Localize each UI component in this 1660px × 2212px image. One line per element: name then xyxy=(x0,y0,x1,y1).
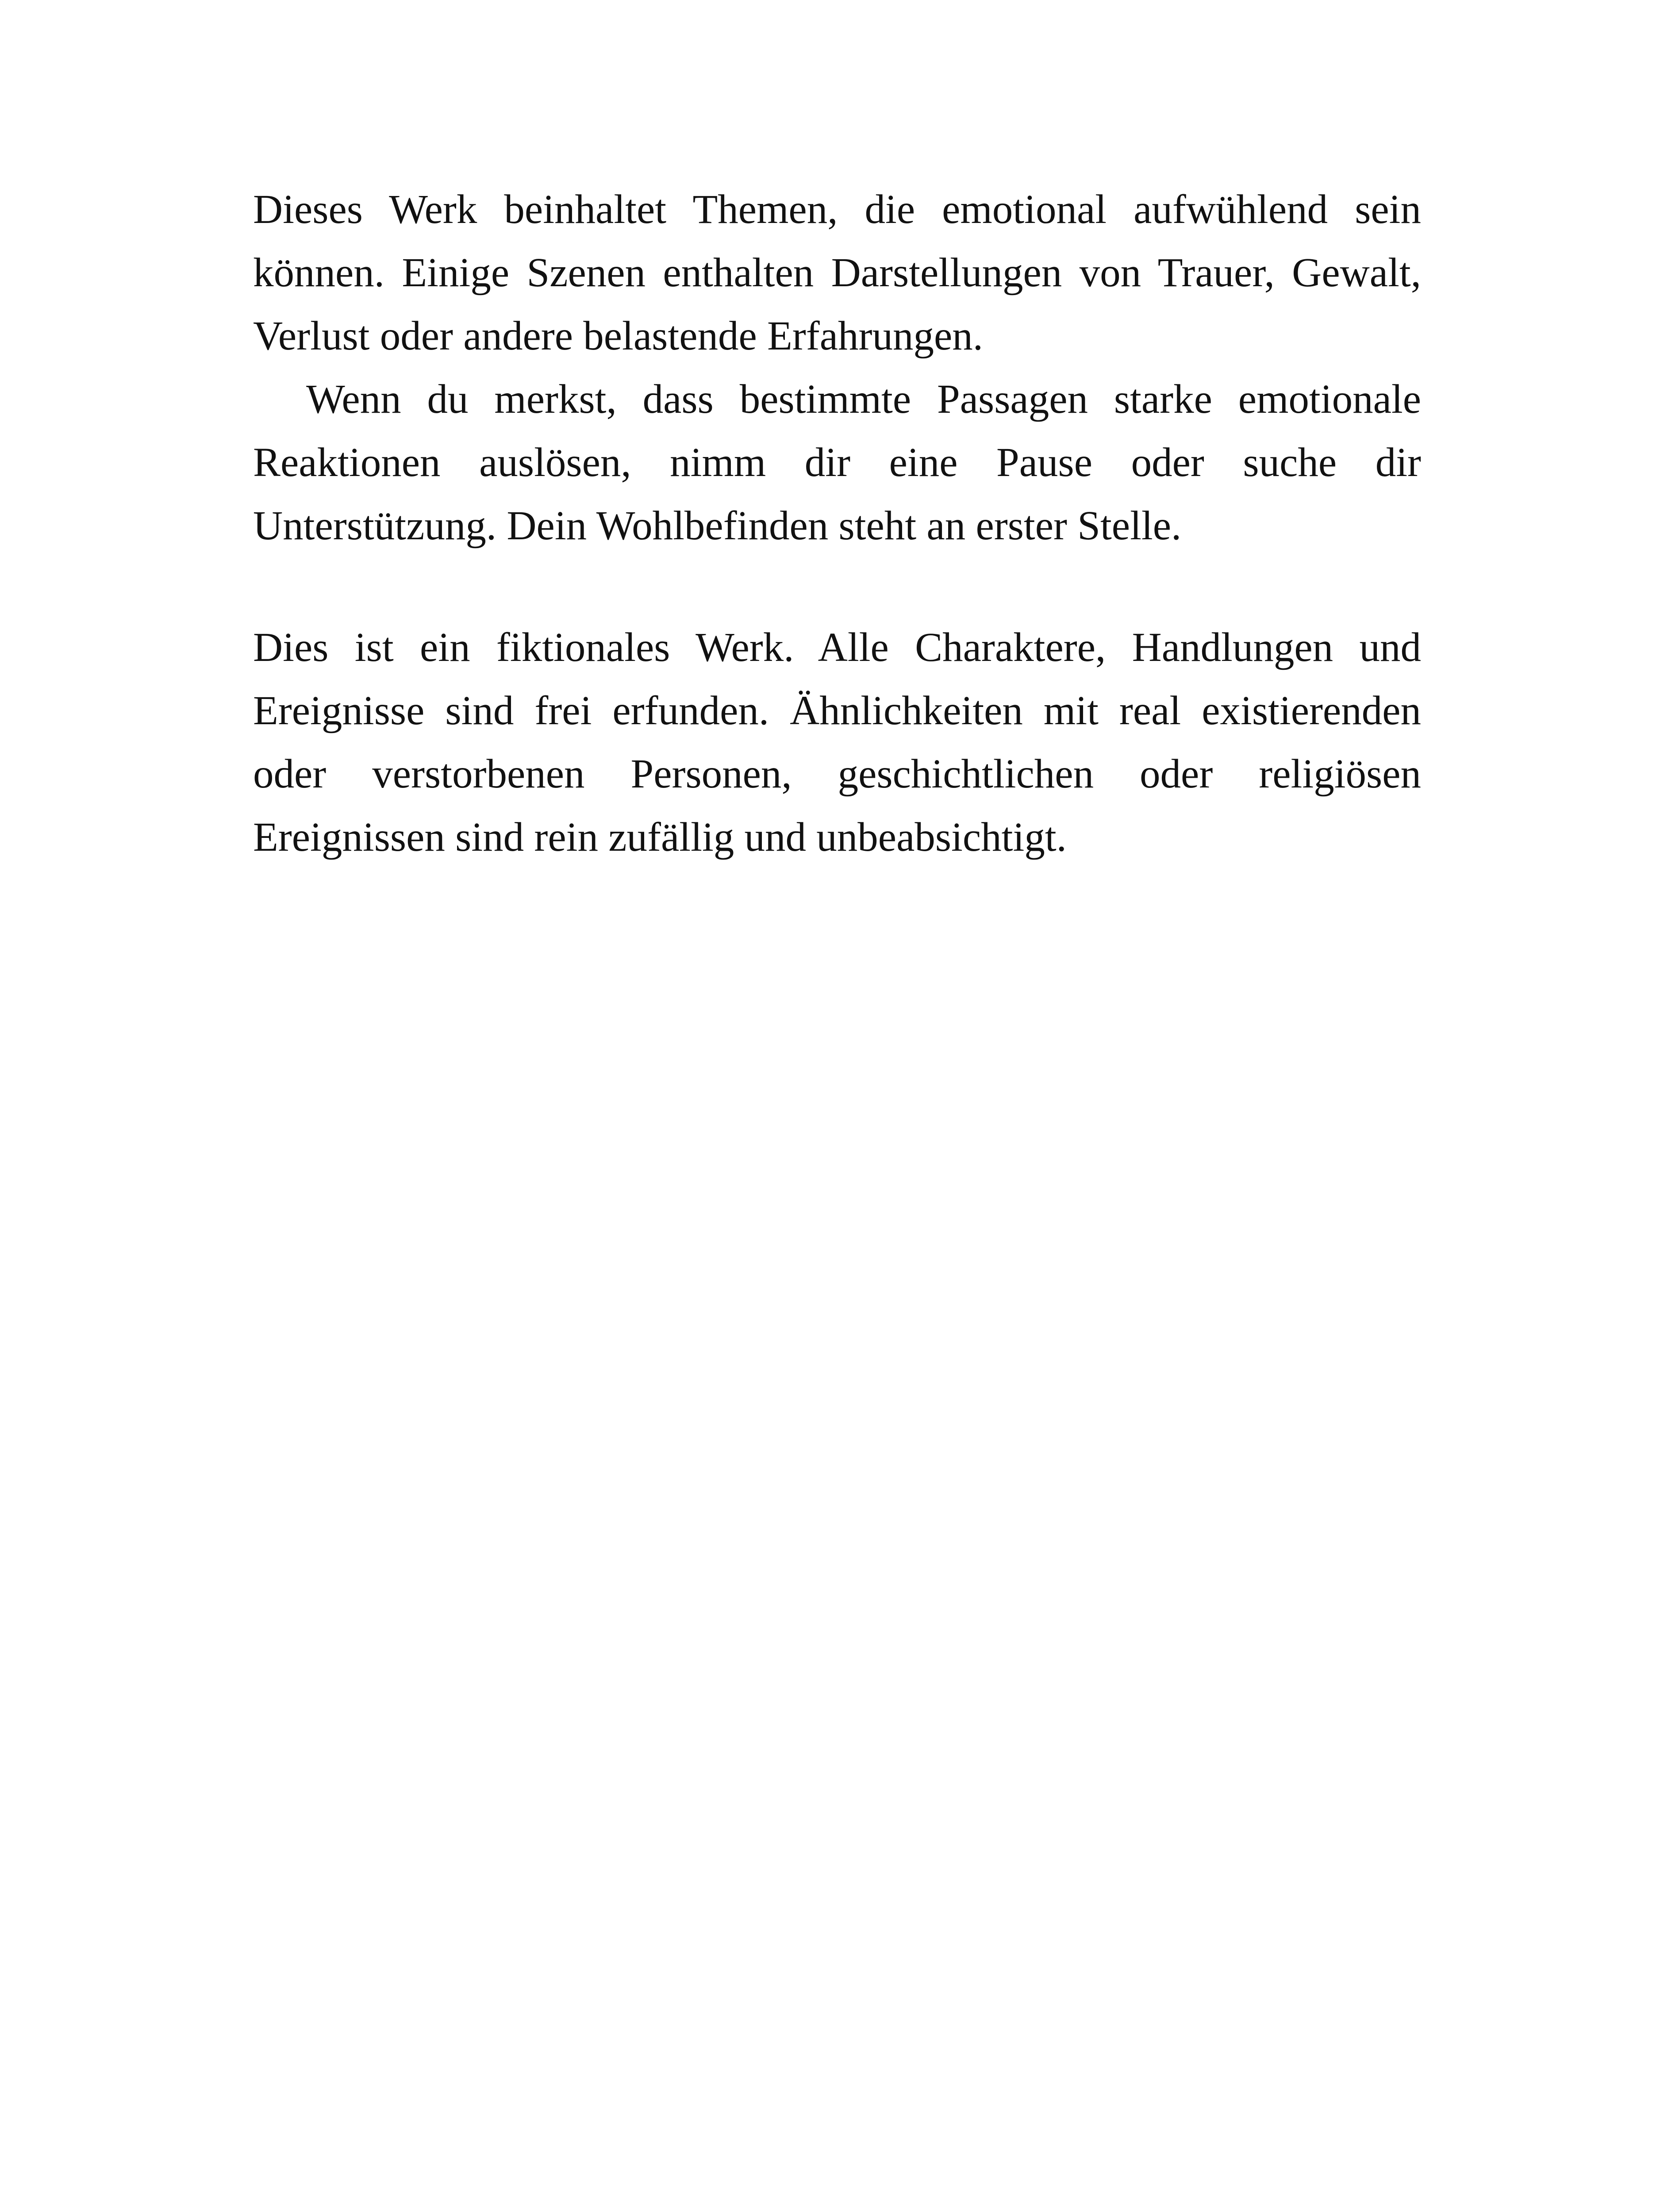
content-warning-support-paragraph: Wenn du merkst, dass bestimmte Passagen starke emotionale Reaktionen auslösen, nimm dir eine Pause oder suche dir Unterstützung. Dein Wohlbefinden steht an erster Stelle. xyxy=(253,376,1421,549)
fiction-disclaimer-section xyxy=(253,616,1421,869)
fiction-disclaimer-paragraph: Dies ist ein fiktionales Werk. Alle Charaktere, Handlungen und Ereignisse sind frei erfunden. Ähnlichkeiten mit real existierenden oder verstorbenen Personen, geschichtlichen oder religiösen Ereignissen sind rein zufällig und unbeabsichtigt. xyxy=(253,625,1421,860)
content-warning-paragraph: Dieses Werk beinhaltet Themen, die emotional aufwühlend sein können. Einige Szenen enthalten Darstellungen von Trauer, Gewalt, Verlust oder andere belastende Erfahrungen. xyxy=(253,187,1421,359)
content-warning-section xyxy=(253,178,1421,557)
